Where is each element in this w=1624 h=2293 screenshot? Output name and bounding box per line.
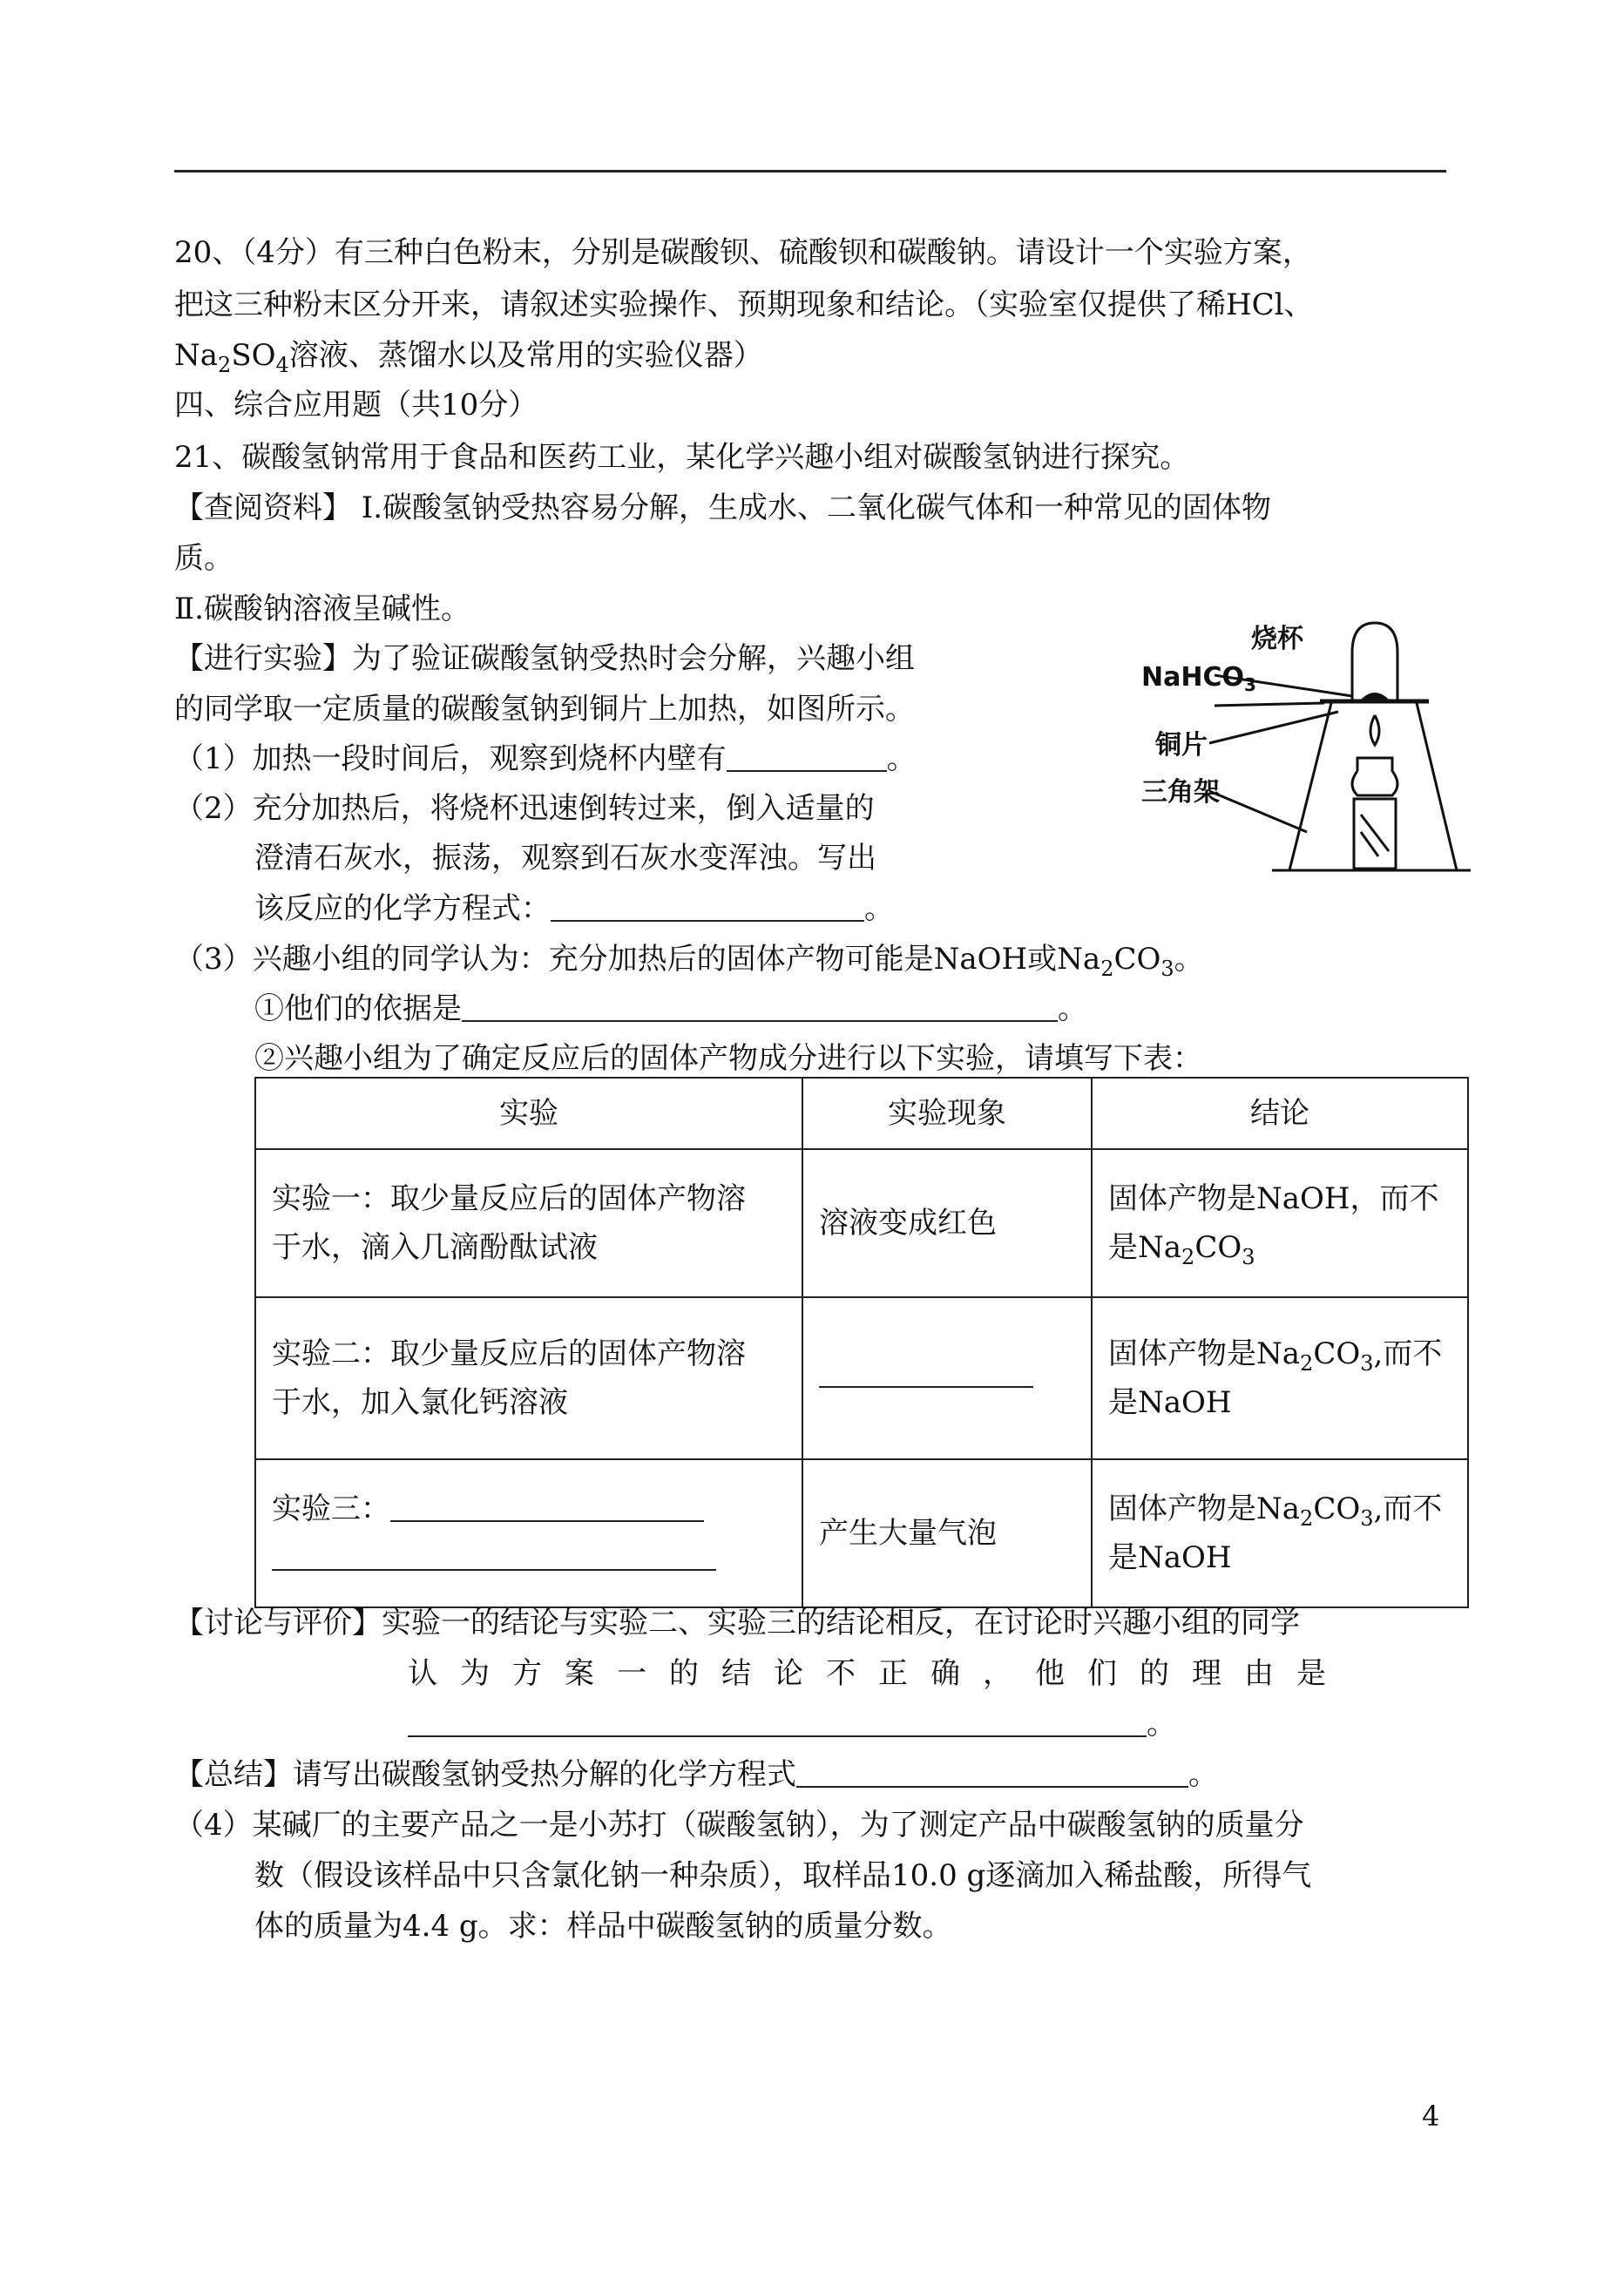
tripod-leg-right — [1417, 703, 1457, 870]
summary-equation-blank[interactable] — [796, 1756, 1188, 1788]
table-header-experiment: 实验 — [255, 1078, 802, 1149]
header-rule — [174, 170, 1446, 172]
row2-phenomenon[interactable] — [802, 1297, 1092, 1459]
table-row — [255, 1297, 1468, 1459]
label-nahco3: NaHCO$_3$ — [1141, 662, 1256, 695]
alcohol-lamp-shape — [1352, 758, 1397, 795]
page-number: 4 — [1422, 2100, 1440, 2133]
experiment-line1: 【进行实验】为了验证碳酸氢钠受热时会分解，兴趣小组 — [174, 641, 915, 676]
row2-conclusion: 固体产物是$Na_2CO_3$,而不 是NaOH — [1092, 1297, 1468, 1459]
q20-line2: 把这三种粉末区分开来，请叙述实验操作、预期现象和结论。（实验室仅提供了稀HCl、 — [174, 287, 1314, 322]
row3-blank2[interactable] — [272, 1543, 716, 1571]
table-header-phenomenon: 实验现象 — [802, 1078, 1092, 1149]
label-copper: 铜片 — [1155, 730, 1208, 761]
q21-intro: 21、碳酸氢钠常用于食品和医药工业，某化学兴趣小组对碳酸氢钠进行探究。 — [174, 440, 1190, 475]
table-header-row — [255, 1078, 1468, 1149]
q20-line3: $Na_2SO_4$溶液、蒸馏水以及常用的实验仪器） — [174, 338, 763, 377]
part1-blank[interactable] — [727, 741, 887, 772]
part3-line: （3）兴趣小组的同学认为：充分加热后的固体产物可能是NaOH或$Na_2CO_3$。 — [174, 942, 1204, 981]
part4-line2: 数（假设该样品中只含氯化钠一种杂质），取样品10.0 g逐滴加入稀盐酸，所得气 — [254, 1858, 1312, 1893]
part2-line1: （2）充分加热后，将烧杯迅速倒转过来，倒入适量的 — [174, 791, 875, 826]
apparatus-figure — [1141, 614, 1472, 876]
nahco3-pile-shape — [1359, 693, 1391, 701]
part1-line: （1）加热一段时间后，观察到烧杯内壁有 。 — [174, 741, 917, 776]
part2-line3: 该反应的化学方程式： 。 — [254, 891, 894, 926]
reference-line2: 质。 — [174, 541, 233, 576]
discussion-line2: 认为方案一的结论不正确，他们的理由是 — [408, 1656, 1349, 1691]
row3-experiment: 实验三： — [255, 1459, 802, 1607]
part4-line3: 体的质量为4.4 g。求：样品中碳酸氢钠的质量分数。 — [254, 1909, 952, 1944]
row2-experiment: 实验二：取少量反应后的固体产物溶 于水，加入氯化钙溶液 — [255, 1297, 802, 1459]
part2-equation-blank[interactable] — [551, 890, 864, 922]
beaker-shape — [1352, 623, 1397, 701]
row3-conclusion: 固体产物是$Na_2CO_3$,而不 是NaOH — [1092, 1459, 1468, 1607]
reference-line3: Ⅱ.碳酸钠溶液呈碱性。 — [174, 592, 470, 626]
table-row — [255, 1149, 1468, 1297]
part4-line1: （4）某碱厂的主要产品之一是小苏打（碳酸氢钠），为了测定产品中碳酸氢钠的质量分 — [174, 1808, 1304, 1843]
row3-phenomenon: 产生大量气泡 — [802, 1459, 1092, 1607]
part3-basis-blank[interactable] — [462, 991, 1058, 1022]
table-row — [255, 1459, 1468, 1607]
part2-line2: 澄清石灰水，振荡，观察到石灰水变浑浊。写出 — [254, 841, 876, 876]
table-header-conclusion: 结论 — [1092, 1078, 1468, 1149]
part3-table-intro: ②兴趣小组为了确定反应后的固体产物成分进行以下实验，请填写下表： — [254, 1041, 1202, 1076]
summary-line: 【总结】请写出碳酸氢钠受热分解的化学方程式 。 — [174, 1757, 1218, 1792]
label-beaker: 烧杯 — [1251, 624, 1303, 654]
part3-basis-line: ①他们的依据是 。 — [254, 991, 1087, 1026]
row3-blank1[interactable] — [390, 1494, 704, 1522]
row1-conclusion: 固体产物是NaOH，而不 是$Na_2CO_3$ — [1092, 1149, 1468, 1297]
experiment-table — [254, 1077, 1469, 1608]
reference-line1: 【查阅资料】 Ⅰ.碳酸氢钠受热容易分解，生成水、二氧化碳气体和一种常见的固体物 — [174, 490, 1272, 525]
discussion-line1: 【讨论与评价】实验一的结论与实验二、实验三的结论相反，在讨论时兴趣小组的同学 — [174, 1606, 1300, 1640]
flame-shape — [1370, 715, 1379, 745]
discussion-line3: 。 — [408, 1702, 1176, 1746]
tripod-leg-left — [1289, 703, 1331, 870]
row1-experiment: 实验一：取少量反应后的固体产物溶 于水，滴入几滴酚酞试液 — [255, 1149, 802, 1297]
discussion-blank[interactable] — [408, 1706, 1147, 1737]
row2-phenomenon-blank[interactable] — [819, 1384, 1033, 1388]
label-tripod: 三角架 — [1141, 777, 1220, 808]
experiment-line2: 的同学取一定质量的碳酸氢钠到铜片上加热，如图所示。 — [174, 692, 915, 727]
q20-line1: 20、（4分）有三种白色粉末，分别是碳酸钡、硫酸钡和碳酸钠。请设计一个实验方案， — [174, 235, 1312, 270]
row1-phenomenon: 溶液变成红色 — [802, 1149, 1092, 1297]
section4-heading: 四、综合应用题（共10分） — [174, 388, 538, 423]
